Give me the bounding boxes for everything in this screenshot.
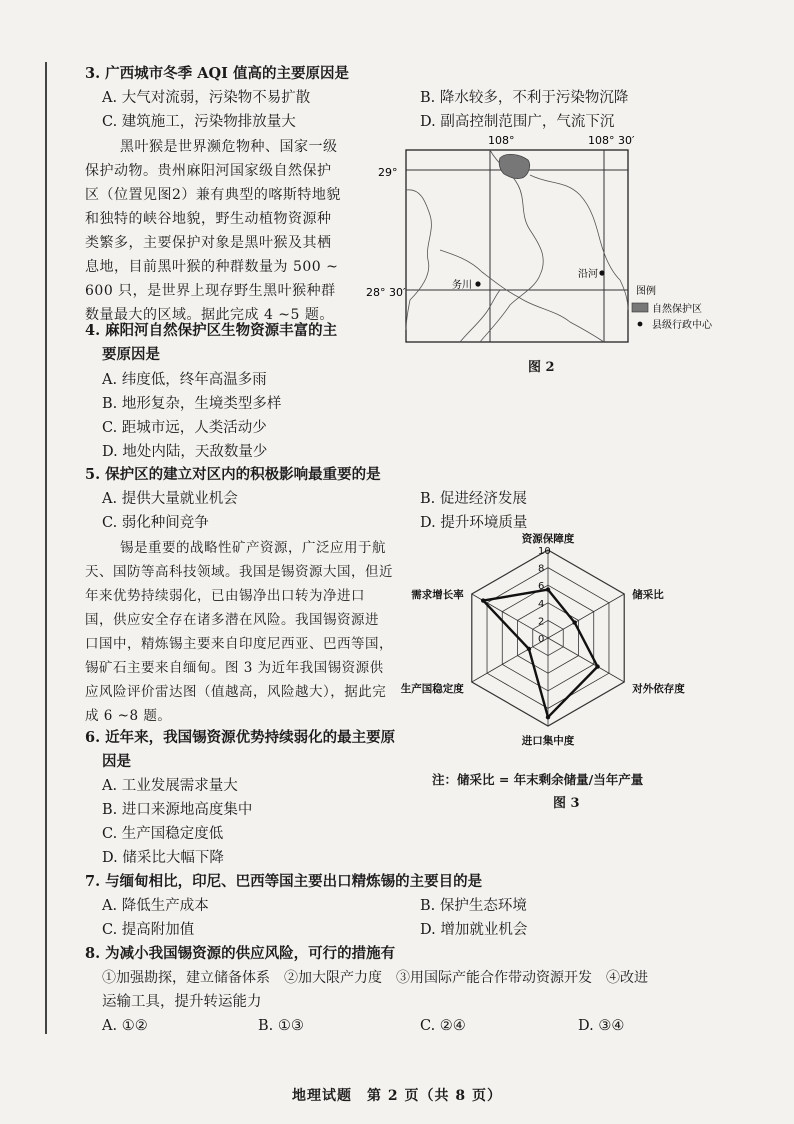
q5-option-c: C. 弱化种间竞争 (102, 515, 209, 531)
q3-option-a: A. 大气对流弱，污染物不易扩散 (102, 90, 311, 106)
nature-reserve-area (499, 154, 529, 178)
q7-option-a: A. 降低生产成本 (102, 898, 209, 914)
passage1-line: 区（位置见图2）兼有典型的喀斯特地貌 (85, 187, 341, 203)
q4-option-c: C. 距城市远，人类活动少 (102, 420, 267, 436)
radar-tick-label: 10 (538, 546, 551, 557)
q6-stem: 6. 近年来，我国锡资源优势持续弱化的最主要原 (85, 729, 396, 746)
q3-stem: 3. 广西城市冬季 AQI 值高的主要原因是 (85, 65, 349, 82)
radar-note: 注：储采比 = 年末剩余储量/当年产量 (432, 772, 644, 787)
county-center-dot (599, 270, 604, 275)
city-label-yanhe: 沿河 (578, 269, 598, 280)
q6-option-a: A. 工业发展需求量大 (102, 778, 238, 794)
q4-option-a: A. 纬度低，终年高温多雨 (102, 372, 267, 388)
q3-option-b: B. 降水较多，不利于污染物沉降 (420, 90, 629, 106)
passage2-line: 锡矿石主要来自缅甸。图 3 为近年我国锡资源供 (85, 660, 384, 676)
q6-option-c: C. 生产国稳定度低 (102, 826, 224, 842)
left-margin-line (45, 62, 47, 1034)
q6-option-d: D. 储采比大幅下降 (102, 850, 224, 866)
radar-point (546, 715, 550, 719)
radar-tick-label: 0 (538, 634, 545, 645)
passage1-line: 600 只，是世界上现存野生黑叶猴种群 (85, 283, 336, 299)
radar-spoke (548, 594, 624, 638)
radar-axis-label: 需求增长率 (411, 589, 464, 601)
q5-stem: 5. 保护区的建立对区内的积极影响最重要的是 (85, 466, 381, 483)
legend-county-dot (638, 322, 643, 327)
city-label-wuchuan: 务川 (452, 280, 472, 291)
boundary-line (480, 150, 543, 342)
passage2-line: 应风险评价雷达图（值越高，风险越大），据此完 (85, 684, 387, 700)
radar-tick-label: 4 (538, 598, 545, 610)
passage1-line: 保护动物。贵州麻阳河国家级自然保护 (85, 163, 332, 179)
q3-option-d: D. 副高控制范围广，气流下沉 (420, 114, 615, 130)
q3-option-c: C. 建筑施工，污染物排放量大 (102, 114, 296, 130)
lon-label-108-30: 108° 30′ (588, 134, 635, 147)
q8-option-b: B. ①③ (258, 1018, 304, 1034)
radar-chart (400, 528, 750, 758)
q8-items-cont: 运输工具，提升转运能力 (102, 994, 262, 1010)
legend-title: 图例 (636, 286, 656, 297)
q5-option-b: B. 促进经济发展 (420, 491, 527, 507)
page-footer: 地理试题 第 2 页（共 8 页） (292, 1088, 502, 1104)
legend-reserve-label: 自然保护区 (652, 304, 702, 315)
passage1-line: 和独特的峡谷地貌，野生动植物资源种 (85, 211, 332, 227)
lat-label-29: 29° (378, 166, 398, 179)
passage2-line: 年来优势持续弱化，已由锡净出口转为净进口 (85, 588, 365, 604)
boundary-line (440, 250, 604, 342)
passage2-line: 国，供应安全存在诸多潜在风险。我国锡资源进 (85, 612, 379, 628)
radar-point (527, 647, 531, 651)
lat-label-28-30: 28° 30′ (366, 286, 406, 299)
q6-stem-cont: 因是 (102, 753, 131, 770)
q8-option-a: A. ①② (102, 1018, 148, 1034)
q4-stem: 4. 麻阳河自然保护区生物资源丰富的主 (85, 322, 338, 339)
q4-option-b: B. 地形复杂，生境类型多样 (102, 396, 282, 412)
passage1-line: 息地，目前黑叶猴的种群数量为 500 ~ (85, 259, 339, 275)
radar-tick-label: 2 (538, 616, 545, 628)
radar-axis-label: 对外依存度 (632, 683, 685, 695)
river-line (460, 290, 500, 342)
radar-point (546, 587, 550, 591)
map-caption: 图 2 (528, 360, 555, 375)
q7-option-d: D. 增加就业机会 (420, 922, 528, 938)
radar-tick-label: 6 (538, 581, 545, 593)
boundary-line (406, 190, 431, 330)
passage2-line: 口国中，精炼锡主要来自印度尼西亚、巴西等国， (85, 636, 393, 652)
radar-axis-label: 进口集中度 (521, 735, 575, 747)
passage1-line: 类繁多，主要保护对象是黑叶猴及其栖 (85, 235, 332, 251)
radar-axis-label: 生产国稳定度 (400, 683, 464, 695)
q7-option-b: B. 保护生态环境 (420, 898, 527, 914)
passage2-line: 锡是重要的战略性矿产资源，广泛应用于航 (120, 540, 386, 556)
radar-point (481, 598, 485, 602)
passage2-line: 天、国防等高科技领域。我国是锡资源大国，但近 (85, 564, 393, 580)
q7-stem: 7. 与缅甸相比，印尼、巴西等国主要出口精炼锡的主要目的是 (85, 873, 483, 890)
map-figure (366, 130, 730, 350)
legend-reserve-swatch (632, 303, 648, 312)
q8-stem: 8. 为减小我国锡资源的供应风险，可行的措施有 (85, 945, 396, 962)
q4-option-d: D. 地处内陆，天敌数量少 (102, 444, 268, 460)
q8-option-c: C. ②④ (420, 1018, 466, 1034)
q5-option-d: D. 提升环境质量 (420, 515, 528, 531)
radar-axis-label: 资源保障度 (521, 533, 575, 545)
legend-county-label: 县级行政中心 (652, 320, 712, 331)
q4-stem-cont: 要原因是 (102, 346, 160, 363)
passage2-line: 成 6 ~8 题。 (85, 708, 172, 724)
q5-option-a: A. 提供大量就业机会 (102, 491, 238, 507)
q8-items: ①加强勘探，建立储备体系 ②加大限产力度 ③用国际产能合作带动资源开发 ④改进 (102, 970, 648, 986)
passage1-line: 黑叶猴是世界濒危物种、国家一级 (120, 139, 338, 155)
q6-option-b: B. 进口来源地高度集中 (102, 802, 253, 818)
radar-tick-label: 8 (538, 563, 545, 575)
passage1-line: 数量最大的区域。据此完成 4 ~5 题。 (85, 307, 334, 323)
radar-axis-label: 储采比 (632, 589, 664, 601)
radar-caption: 图 3 (553, 796, 580, 811)
county-center-dot (475, 281, 480, 286)
q7-option-c: C. 提高附加值 (102, 922, 195, 938)
radar-point (572, 620, 576, 624)
lon-label-108: 108° (488, 134, 515, 147)
radar-point (595, 664, 599, 668)
q8-option-d: D. ③④ (578, 1018, 625, 1034)
